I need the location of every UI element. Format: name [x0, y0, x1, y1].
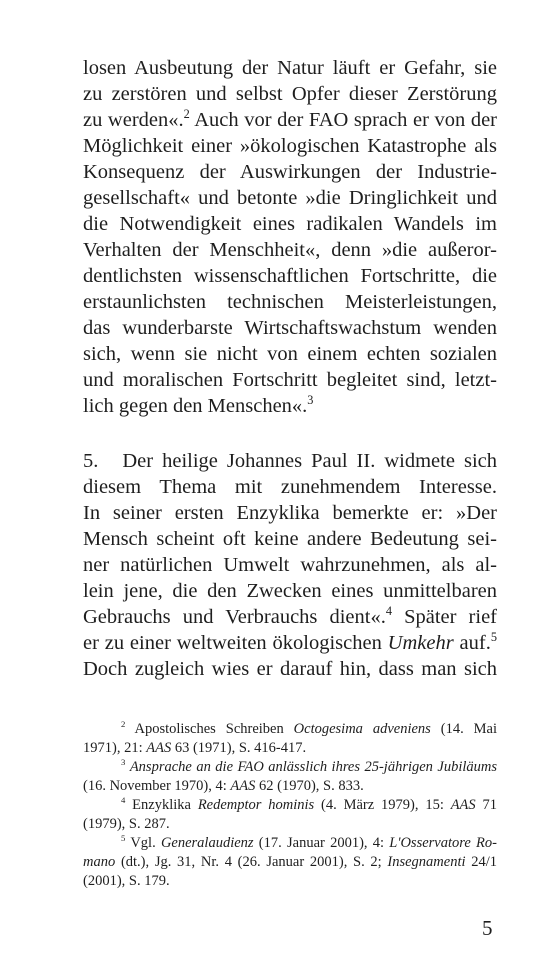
- footnote-2-cont: [83, 739, 497, 758]
- text-line: losen Ausbeutung der Natur läuft er Gefahr, sie: [83, 57, 497, 79]
- work-title: Ansprache an die FAO anlässlich ihres 25-jährigen Jubiläums: [129, 759, 498, 775]
- text-line: Doch zugleich wies er darauf hin, dass man sich: [83, 658, 497, 680]
- text-span: Der heilige Johannes Paul II. widmete sich: [122, 450, 497, 472]
- text-line: das wunderbarste Wirtschaftswachstum wenden: [83, 317, 497, 339]
- text-span: 62 (1970), S. 833.: [255, 778, 364, 794]
- text-line: Möglichkeit einer »ökologischen Katastrophe als: [83, 135, 497, 157]
- text-line: sich, wenn sie nicht von einem echten sozialen: [83, 343, 497, 365]
- footnote-ref: 4: [385, 604, 393, 619]
- text-line: zu zerstören und selbst Opfer dieser Zerstörung: [83, 83, 497, 105]
- text-span: auf.: [453, 632, 491, 654]
- journal-title: AAS: [450, 797, 476, 813]
- text-line: [83, 630, 497, 656]
- footnote-ref: 2: [183, 107, 190, 122]
- page-number: 5: [482, 916, 493, 940]
- work-title: Redemptor hominis: [197, 797, 315, 813]
- footnote-2: [121, 720, 497, 739]
- paragraph-number: 5.: [83, 450, 99, 472]
- text-line: dentlichsten wissenschaftlichen Fortschritte, die: [83, 265, 497, 287]
- footnote-3-cont: [83, 777, 497, 796]
- text-span: 1971), 21:: [83, 740, 147, 756]
- journal-title: mano: [83, 854, 116, 870]
- footnote-5-cont: (2001), S. 179.: [83, 873, 170, 889]
- text-span: er zu einer weltweiten ökologischen: [83, 632, 388, 654]
- footnote-5: [121, 834, 497, 853]
- work-title: Octogesima adveniens: [293, 721, 431, 737]
- text-span: 24/1: [465, 854, 497, 870]
- text-line: Verhalten der Menschheit«, denn »die außeror-: [83, 239, 497, 261]
- text-line: [83, 107, 497, 133]
- text-line: lein jene, die den Zwecken eines unmittelbaren: [83, 580, 497, 602]
- journal-title: Insegnamenti: [387, 854, 466, 870]
- journal-title: L'Osservatore Ro-: [389, 835, 497, 851]
- text-span: Gebrauchs und Verbrauchs dient«.: [83, 606, 386, 628]
- footnote-number: 2: [121, 719, 126, 730]
- paragraph-start: [83, 448, 497, 474]
- text-line: Konsequenz der Auswirkungen der Industrie-: [83, 161, 497, 183]
- text-span: zu werden«.: [83, 109, 184, 131]
- text-span: Vgl.: [125, 835, 161, 851]
- footnote-3: [121, 758, 497, 777]
- footnote-number: 3: [121, 757, 126, 768]
- text-line: diesem Thema mit zunehmendem Interesse.: [83, 476, 497, 498]
- footnote-4-cont: (1979), S. 287.: [83, 816, 170, 832]
- text-span: (17. Januar 2001), 4:: [253, 835, 390, 851]
- text-line: [83, 393, 497, 419]
- text-span: Enzyklika: [125, 797, 198, 813]
- footnote-ref: 5: [490, 630, 497, 645]
- text-span: (dt.), Jg. 31, Nr. 4 (26. Januar 2001), S. 2;: [115, 854, 388, 870]
- journal-title: AAS: [230, 778, 256, 794]
- text-span: 71: [475, 797, 497, 813]
- text-line: ner natürlichen Umwelt wahrzunehmen, als al-: [83, 554, 497, 576]
- footnote-4: [121, 796, 497, 815]
- text-span: (4. März 1979), 15:: [314, 797, 451, 813]
- text-span: (16. November 1970), 4:: [83, 778, 231, 794]
- text-span: Apostolisches Schreiben: [125, 721, 294, 737]
- footnote-5-cont: [83, 853, 497, 872]
- emphasis: Umkehr: [387, 632, 454, 654]
- footnote-number: 5: [121, 833, 126, 844]
- text-line: gesellschaft« und betonte »die Dringlichkeit und: [83, 187, 497, 209]
- work-title: Generalaudienz: [160, 835, 254, 851]
- text-span: (14. Mai: [430, 721, 497, 737]
- text-line: [83, 604, 497, 630]
- text-span: Auch vor der FAO sprach er von der: [189, 109, 497, 131]
- text-line: In seiner ersten Enzyklika bemerkte er: »Der: [83, 502, 497, 524]
- text-span: 63 (1971), S. 416-417.: [171, 740, 307, 756]
- text-line: Mensch scheint oft keine andere Bedeutung sei-: [83, 528, 497, 550]
- text-span: Später rief: [392, 606, 497, 628]
- text-line: und moralischen Fortschritt begleitet sind, letzt-: [83, 369, 497, 391]
- footnote-ref: 3: [307, 393, 314, 408]
- journal-title: AAS: [146, 740, 172, 756]
- text-span: lich gegen den Menschen«.: [83, 395, 308, 417]
- text-line: erstaunlichsten technischen Meisterleistungen,: [83, 291, 497, 313]
- footnote-number: 4: [121, 795, 126, 806]
- text-line: die Notwendigkeit eines radikalen Wandels im: [83, 213, 497, 235]
